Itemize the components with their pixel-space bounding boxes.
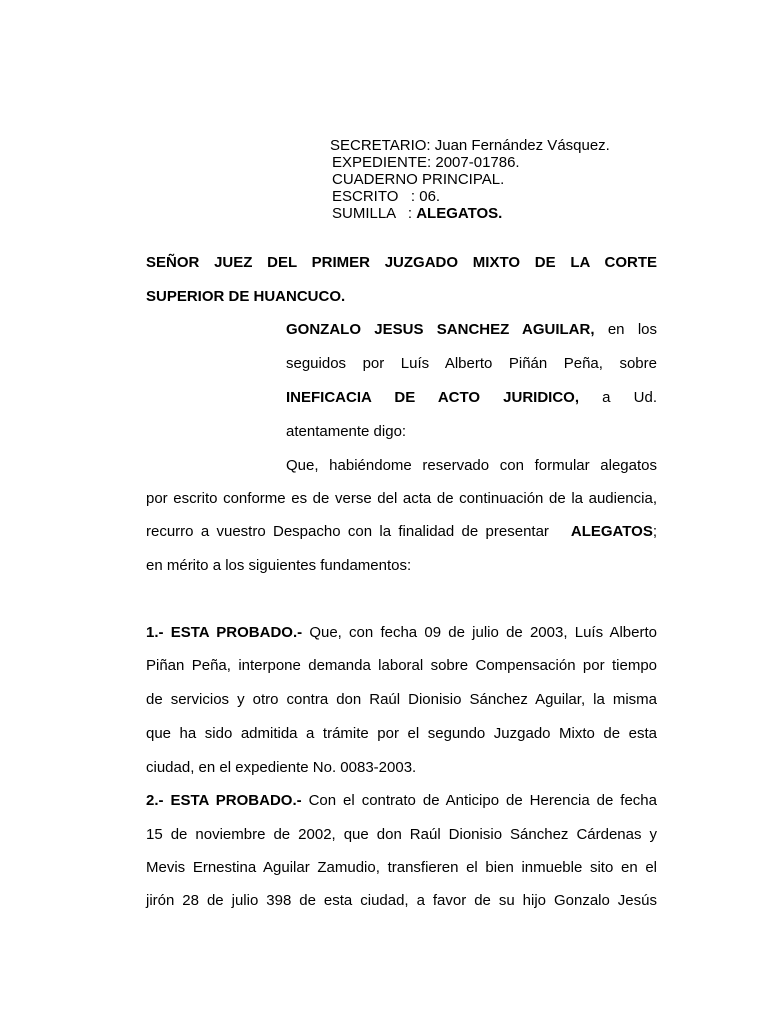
intro-text: a Ud. — [579, 389, 657, 406]
expediente-line: EXPEDIENTE: 2007-01786. — [332, 154, 520, 171]
addressee-line-2: SUPERIOR DE HUANCUCO. — [146, 288, 346, 305]
sumilla-line — [330, 205, 610, 222]
intro-line-2: seguidos por Luís Alberto Piñán Peña, sobre — [286, 355, 657, 372]
case-type: INEFICACIA DE ACTO JURIDICO, — [286, 389, 580, 406]
cuaderno-line: CUADERNO PRINCIPAL. — [332, 171, 505, 188]
point-1-line-1 — [146, 623, 657, 643]
body-text: recurro a vuestro Despacho con la finalidad de presentar — [146, 523, 571, 540]
intro-line-4: atentamente digo: — [286, 423, 407, 440]
intro-text: en los — [594, 321, 657, 338]
body-line-4: en mérito a los siguientes fundamentos: — [146, 557, 412, 574]
intro-line-3 — [286, 388, 657, 408]
point-2-label: 2.- ESTA PROBADO.- — [146, 792, 302, 809]
point-text: Con el contrato de Anticipo de Herencia de fecha — [301, 792, 657, 809]
point-2-line-1 — [146, 791, 657, 811]
secretario-line: SECRETARIO: Juan Fernández Vásquez. — [330, 137, 610, 154]
intro-line-1 — [286, 320, 657, 340]
point-2-line-2: 15 de noviembre de 2002, que don Raúl Dionisio Sánchez Cárdenas y — [146, 826, 657, 843]
addressee-line-1: SEÑOR JUEZ DEL PRIMER JUZGADO MIXTO DE LA CORTE — [146, 254, 657, 271]
escrito-line: ESCRITO : 06. — [332, 188, 441, 205]
point-1-line-4: que ha sido admitida a trámite por el segundo Juzgado Mixto de esta — [146, 725, 657, 742]
point-1-line-5: ciudad, en el expediente No. 0083-2003. — [146, 759, 417, 776]
point-1-line-2: Piñan Peña, interpone demanda laboral sobre Compensación por tiempo — [146, 657, 657, 674]
sumilla-label: SUMILLA : — [332, 205, 417, 222]
body-text: ; — [652, 523, 657, 540]
body-line-3 — [146, 522, 657, 542]
body-line-2: por escrito conforme es de verse del acta de continuación de la audiencia, — [146, 490, 657, 507]
point-1-label: 1.- ESTA PROBADO.- — [146, 624, 303, 641]
alegatos-bold: ALEGATOS — [570, 523, 653, 540]
point-text: Que, con fecha 09 de julio de 2003, Luís Alberto — [302, 624, 657, 641]
point-2-line-3: Mevis Ernestina Aguilar Zamudio, transfieren el bien inmueble sito en el — [146, 859, 657, 876]
point-1-line-3: de servicios y otro contra don Raúl Dionisio Sánchez Aguilar, la misma — [146, 691, 657, 708]
body-line-1: Que, habiéndome reservado con formular alegatos — [286, 457, 657, 474]
case-header — [330, 137, 610, 222]
petitioner-name: GONZALO JESUS SANCHEZ AGUILAR, — [286, 321, 595, 338]
sumilla-value: ALEGATOS. — [416, 205, 503, 222]
point-2-line-4: jirón 28 de julio 398 de esta ciudad, a favor de su hijo Gonzalo Jesús — [146, 892, 657, 909]
